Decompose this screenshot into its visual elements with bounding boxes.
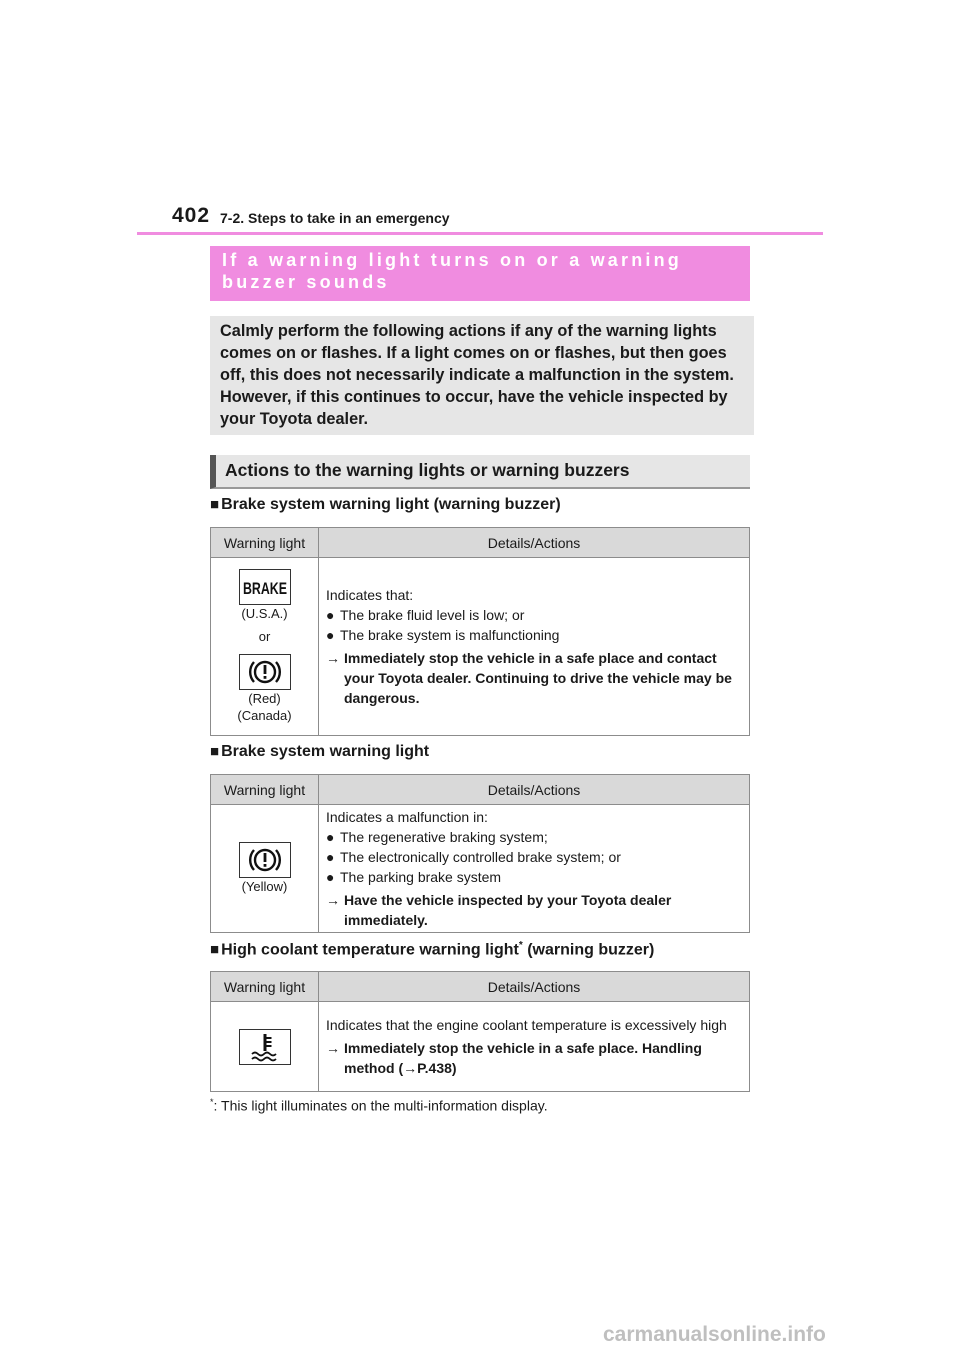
bullet-item xyxy=(326,625,745,645)
bullet-item xyxy=(326,605,745,625)
action-text: Have the vehicle inspected by your Toyota dealer immediately. xyxy=(344,892,672,928)
label-canada: (Canada) xyxy=(237,708,292,723)
bullet-item xyxy=(326,847,745,867)
bullet-text: The regenerative braking system; xyxy=(340,829,548,845)
icon-cell xyxy=(211,1002,319,1092)
page-title: If a warning light turns on or a warning buzzer sounds xyxy=(210,246,750,301)
item-title-coolant xyxy=(210,940,654,959)
col-header-warning-light: Warning light xyxy=(211,972,319,1002)
action-text xyxy=(344,1038,745,1078)
col-header-warning-light: Warning light xyxy=(211,775,319,805)
bullet-icon: ● xyxy=(326,607,335,623)
page-reference-link[interactable]: P.438) xyxy=(417,1060,457,1076)
bullet-text: The electronically controlled brake system; or xyxy=(340,849,621,865)
coolant-temperature-icon xyxy=(239,1029,291,1065)
intro-paragraph: Calmly perform the following actions if any of the warning lights comes on or flashes. If a light comes on or flashes, but then goes off, this does not necessarily indicate a malfunction in the system. However, if this continues to occur, have the vehicle inspected by your Toyota dealer. xyxy=(210,316,754,435)
icon-cell xyxy=(211,805,319,933)
bullet-icon: ● xyxy=(326,829,335,845)
details-intro: Indicates that: xyxy=(326,587,414,603)
details-intro: Indicates that the engine coolant temperature is excessively high xyxy=(326,1017,727,1033)
arrow-icon: → xyxy=(326,1040,340,1056)
item-title-suffix: (warning buzzer) xyxy=(522,941,655,959)
item-marker: ■ xyxy=(210,496,220,513)
footnote-mark: * xyxy=(210,1097,214,1107)
action-item xyxy=(326,890,745,930)
bullet-text: The brake system is malfunctioning xyxy=(340,627,560,643)
item-marker: ■ xyxy=(210,743,220,760)
action-text-main: Immediately stop the vehicle in a safe place. Handling method ( xyxy=(344,1040,702,1076)
warning-table-brake-buzzer xyxy=(210,527,750,736)
icon-cell xyxy=(211,558,319,736)
section-header: 7-2. Steps to take in an emergency xyxy=(220,210,450,226)
footnote xyxy=(210,1097,548,1114)
arrow-icon: → xyxy=(326,892,340,908)
item-title-text: Brake system warning light xyxy=(221,743,430,760)
bullet-icon: ● xyxy=(326,627,335,643)
item-title-brake-buzzer xyxy=(210,496,561,514)
details-cell xyxy=(319,805,750,933)
watermark: carmanualsonline.info xyxy=(603,1323,826,1346)
details-intro: Indicates a malfunction in: xyxy=(326,809,488,825)
page-number: 402 xyxy=(172,204,211,227)
item-title-text: Brake system warning light (warning buzzer) xyxy=(221,496,561,513)
col-header-details: Details/Actions xyxy=(319,775,750,805)
col-header-warning-light: Warning light xyxy=(211,528,319,558)
label-or: or xyxy=(258,629,271,644)
bullet-icon: ● xyxy=(326,869,335,885)
bullet-text: The parking brake system xyxy=(340,869,502,885)
subheading: Actions to the warning lights or warning buzzers xyxy=(210,455,750,489)
details-cell xyxy=(319,558,750,736)
label-red: (Red) xyxy=(248,691,281,706)
brake-exclamation-icon xyxy=(239,842,291,878)
bullet-icon: ● xyxy=(326,849,335,865)
action-item xyxy=(326,1038,745,1078)
warning-table-brake xyxy=(210,774,750,933)
col-header-details: Details/Actions xyxy=(319,972,750,1002)
warning-table-coolant xyxy=(210,971,750,1092)
bullet-item xyxy=(326,867,745,887)
col-header-details: Details/Actions xyxy=(319,528,750,558)
label-usa: (U.S.A.) xyxy=(241,606,288,621)
label-yellow: (Yellow) xyxy=(241,879,288,894)
brake-text-icon xyxy=(239,569,291,605)
item-title-brake xyxy=(210,743,429,761)
item-title-text: High coolant temperature warning light xyxy=(221,941,519,959)
bullet-item xyxy=(326,827,745,847)
action-item xyxy=(326,648,745,708)
footnote-text: : This light illuminates on the multi-information display. xyxy=(213,1097,548,1114)
brake-exclamation-icon xyxy=(239,654,291,690)
title-asterisk: * xyxy=(518,940,523,951)
item-marker: ■ xyxy=(210,941,220,959)
brake-text: BRAKE xyxy=(242,579,287,598)
arrow-icon: → xyxy=(326,650,340,666)
action-text: Immediately stop the vehicle in a safe place and contact your Toyota dealer. Continuing to drive the vehicle may be dangerous. xyxy=(344,650,732,706)
details-cell xyxy=(319,1002,750,1092)
reference-arrow-icon: → xyxy=(403,1060,418,1076)
header-rule xyxy=(137,232,823,235)
bullet-text: The brake fluid level is low; or xyxy=(340,607,525,623)
